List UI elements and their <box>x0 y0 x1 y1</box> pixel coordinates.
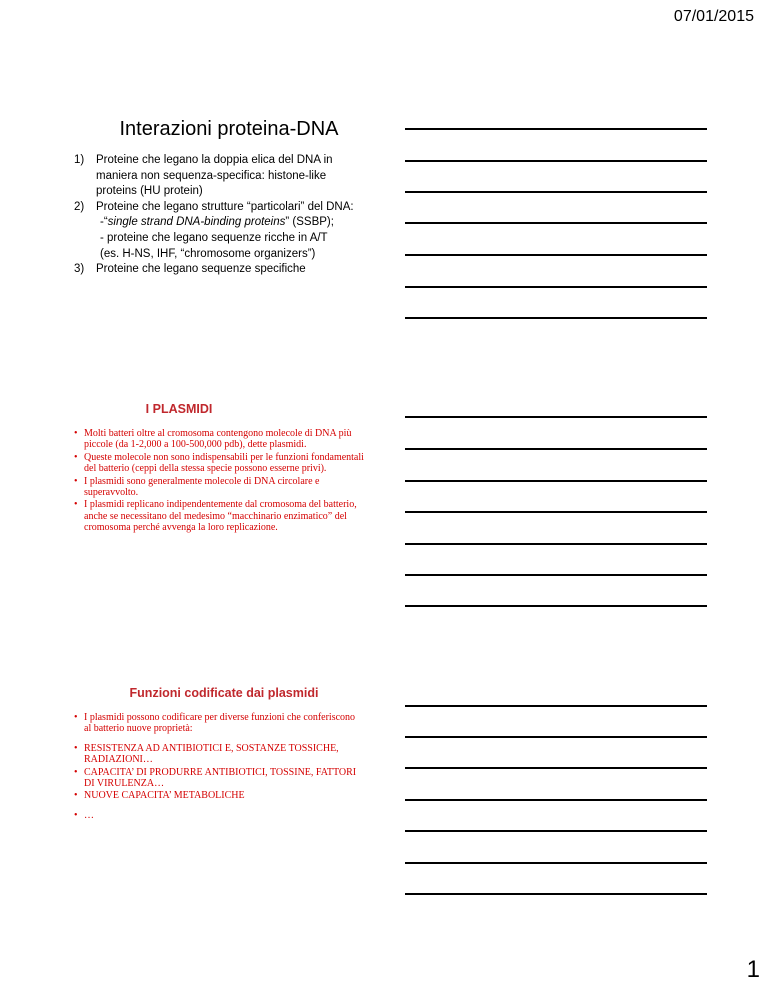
note-line <box>405 317 707 319</box>
note-line <box>405 128 707 130</box>
list-item <box>74 153 364 200</box>
slide-3-title: Funzioni codificate dai plasmidi <box>129 686 319 700</box>
note-line <box>405 605 707 607</box>
bullet-item: • I plasmidi replicano indipendentemente dal cromosoma del batterio, anche se necessitano del medesimo “macchinario enzimatico” del cromosoma perché avvenga la loro replicazione. <box>74 499 364 533</box>
note-line <box>405 767 707 769</box>
note-line <box>405 893 707 895</box>
slide-2-bullets <box>74 428 364 534</box>
slide-1 <box>74 118 364 278</box>
bullet-item: • I plasmidi sono generalmente molecole di DNA circolare e superavvolto. <box>74 476 364 499</box>
slide-2-title: I PLASMIDI <box>145 402 213 416</box>
note-line <box>405 480 707 482</box>
list-number: 2) <box>74 200 85 213</box>
note-line <box>405 222 707 224</box>
list-text: Proteine che legano strutture “particolari” del DNA: <box>96 200 354 213</box>
sub-prefix: -“ <box>100 216 108 229</box>
sublist-line: - proteine che legano sequenze ricche in A/T <box>100 231 328 244</box>
slide-1-list <box>74 153 364 278</box>
note-line <box>405 736 707 738</box>
note-line <box>405 799 707 801</box>
note-line <box>405 543 707 545</box>
note-line <box>405 416 707 418</box>
note-line <box>405 286 707 288</box>
note-line <box>405 862 707 864</box>
slide-3-bullets <box>74 712 364 821</box>
note-line <box>405 160 707 162</box>
list-number: 3) <box>74 263 85 276</box>
note-line <box>405 574 707 576</box>
slide-2 <box>74 402 364 535</box>
note-line <box>405 511 707 513</box>
page-number: 1 <box>746 956 760 983</box>
bullet-item: • … <box>74 810 364 821</box>
sublist-line <box>96 215 364 231</box>
sub-italic: single strand DNA-binding proteins <box>107 216 286 229</box>
sublist-line: (es. H-NS, IHF, “chromosome organizers”) <box>100 247 316 260</box>
note-line <box>405 254 707 256</box>
slide-3 <box>74 686 364 822</box>
note-line <box>405 448 707 450</box>
bullet-item: • RESISTENZA AD ANTIBIOTICI E, SOSTANZE TOSSICHE, RADIAZIONI… <box>74 743 364 766</box>
note-line <box>405 830 707 832</box>
slide-1-title: Interazioni proteina-DNA <box>119 118 339 140</box>
bullet-item: • CAPACITA’ DI PRODURRE ANTIBIOTICI, TOSSINE, FATTORI DI VIRULENZA… <box>74 767 364 790</box>
list-item <box>74 200 364 262</box>
bullet-item: • Queste molecole non sono indispensabili per le funzioni fondamentali del batterio (ceppi della stessa specie possono esserne privi). <box>74 452 364 475</box>
list-text: Proteine che legano la doppia elica del DNA in maniera non sequenza-specifica: histone-like proteins (HU protein) <box>96 154 333 198</box>
bullet-item: • Molti batteri oltre al cromosoma contengono molecole di DNA più piccole (da 1-2,000 a 100-500,000 pdb), dette plasmidi. <box>74 428 364 451</box>
bullet-item: • I plasmidi possono codificare per diverse funzioni che conferiscono al batterio nuove proprietà: <box>74 712 364 735</box>
list-number: 1) <box>74 154 85 166</box>
list-item <box>74 262 364 278</box>
bullet-item: • NUOVE CAPACITA’ METABOLICHE <box>74 790 364 801</box>
header-date: 07/01/2015 <box>673 8 754 25</box>
note-line <box>405 705 707 707</box>
list-text: Proteine che legano sequenze specifiche <box>96 263 306 276</box>
note-line <box>405 191 707 193</box>
sub-suffix: ” (SSBP); <box>285 216 334 229</box>
